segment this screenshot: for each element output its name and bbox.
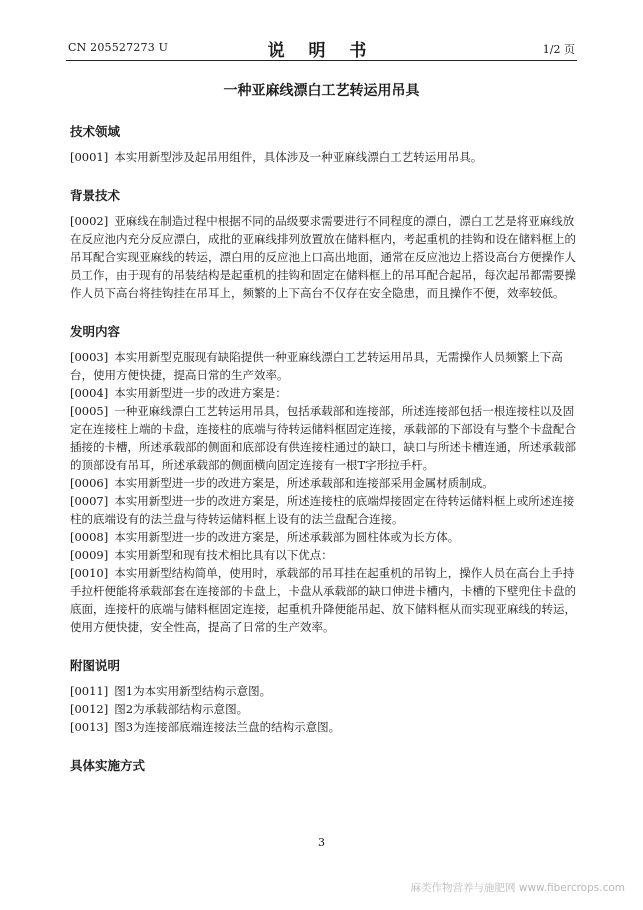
paragraph xyxy=(70,492,580,528)
section-heading: 附图说明 xyxy=(70,658,121,673)
paragraph xyxy=(70,148,580,166)
paragraph-text: 本实用新型和现有技术相比具有以下优点： xyxy=(114,548,333,562)
document-title: 一种亚麻线漂白工艺转运用吊具 xyxy=(223,83,420,99)
section-heading: 发明内容 xyxy=(70,324,121,339)
paragraph xyxy=(70,564,580,636)
paragraph xyxy=(70,474,580,492)
patent-number: CN 205527273 U xyxy=(68,41,169,54)
paragraph-number: [0009] xyxy=(70,548,109,562)
paragraph-text: 图3为连接部底端连接法兰盘的结构示意图。 xyxy=(114,720,341,734)
paragraph-text: 本实用新型进一步的改进方案是： xyxy=(114,386,287,400)
document-body xyxy=(70,122,580,782)
paragraph-number: [0002] xyxy=(70,214,109,228)
paragraph-number: [0012] xyxy=(70,702,109,716)
paragraph-number: [0010] xyxy=(70,566,109,580)
paragraph-number: [0004] xyxy=(70,386,109,400)
paragraph-text: 本实用新型进一步的改进方案是，所述承载部和连接部采用金属材质制成。 xyxy=(114,476,494,490)
page-number: 3 xyxy=(318,836,325,849)
paragraph-text: 本实用新型进一步的改进方案是，所述连接柱的底端焊接固定在待转运储料框上或所述连接柱的底端设有的法兰盘与待转运储料框上设有的法兰盘配合连接。 xyxy=(70,494,575,526)
paragraph xyxy=(70,718,580,736)
paragraph-text: 本实用新型克服现有缺陷提供一种亚麻线漂白工艺转运用吊具，无需操作人员频繁上下高台，使用方便快捷，提高日常的生产效率。 xyxy=(70,350,563,382)
paragraph-number: [0011] xyxy=(70,684,109,698)
document-type: 说 明 书 xyxy=(267,41,376,61)
paragraph-text: 图1为本实用新型结构示意图。 xyxy=(114,684,272,698)
paragraph-text: 一种亚麻线漂白工艺转运用吊具，包括承载部和连接部，所述连接部包括一根连接柱以及固定在连接柱上端的卡盘，连接柱的底端与待转运储料框固定连接，承载部的下部设有与整个卡盘配合插接的卡槽，所述承载部的侧面和底部设有供连接柱通过的缺口，缺口与所述卡槽连通，所述承载部的顶部设有吊耳，所述承载部的侧面横向固定连接有一根T字形拉手杆。 xyxy=(70,404,576,472)
paragraph xyxy=(70,212,580,302)
paragraph xyxy=(70,546,580,564)
paragraph xyxy=(70,682,580,700)
header-divider xyxy=(66,60,577,61)
paragraph xyxy=(70,402,580,474)
paragraph-number: [0006] xyxy=(70,476,109,490)
site-watermark: 麻类作物营养与施肥网 www.fibercrops.com xyxy=(410,882,625,894)
page-indicator: 1/2 页 xyxy=(542,43,575,56)
paragraph-number: [0001] xyxy=(70,150,109,164)
paragraph xyxy=(70,384,580,402)
paragraph-text: 本实用新型进一步的改进方案是，所述承载部为圆柱体或为长方体。 xyxy=(114,530,460,544)
section-heading: 背景技术 xyxy=(70,188,121,203)
section-heading: 具体实施方式 xyxy=(70,758,146,773)
paragraph-number: [0007] xyxy=(70,494,109,508)
paragraph-text: 本实用新型结构简单，使用时，承载部的吊耳挂在起重机的吊钩上，操作人员在高台上手持手拉杆便能将承载部套在连接部的卡盘上，卡盘从承载部的缺口伸进卡槽内，卡槽的下壁兜住卡盘的底面，连接杆的底端与储料框固定连接，起重机升降便能吊起、放下储料框从而实现亚麻线的转运，使用方便快捷，安全性高，提高了日常的生产效率。 xyxy=(70,566,576,634)
paragraph-number: [0013] xyxy=(70,720,109,734)
paragraph-text: 本实用新型涉及起吊用组件，具体涉及一种亚麻线漂白工艺转运用吊具。 xyxy=(114,150,483,164)
paragraph-number: [0005] xyxy=(70,404,109,418)
paragraph xyxy=(70,528,580,546)
paragraph-number: [0003] xyxy=(70,350,109,364)
paragraph xyxy=(70,700,580,718)
section-heading: 技术领域 xyxy=(70,124,121,139)
paragraph-text: 亚麻线在制造过程中根据不同的品级要求需要进行不同程度的漂白，漂白工艺是将亚麻线放在反应池内充分反应漂白，成批的亚麻线排列放置放在储料框内，考起重机的挂钩和设在储料框上的吊耳配合实现亚麻线的转运，漂白用的反应池上口高出地面，通常在反应池边上搭设高台方便操作人员工作，由于现有的吊装结构是起重机的挂钩和固定在储料框上的吊耳配合起吊，每次起吊都需要操作人员下高台将挂钩挂在吊耳上，频繁的上下高台不仅存在安全隐患，而且操作不便，效率较低。 xyxy=(70,214,576,300)
paragraph-number: [0008] xyxy=(70,530,109,544)
paragraph-text: 图2为承载部结构示意图。 xyxy=(114,702,249,716)
paragraph xyxy=(70,348,580,384)
